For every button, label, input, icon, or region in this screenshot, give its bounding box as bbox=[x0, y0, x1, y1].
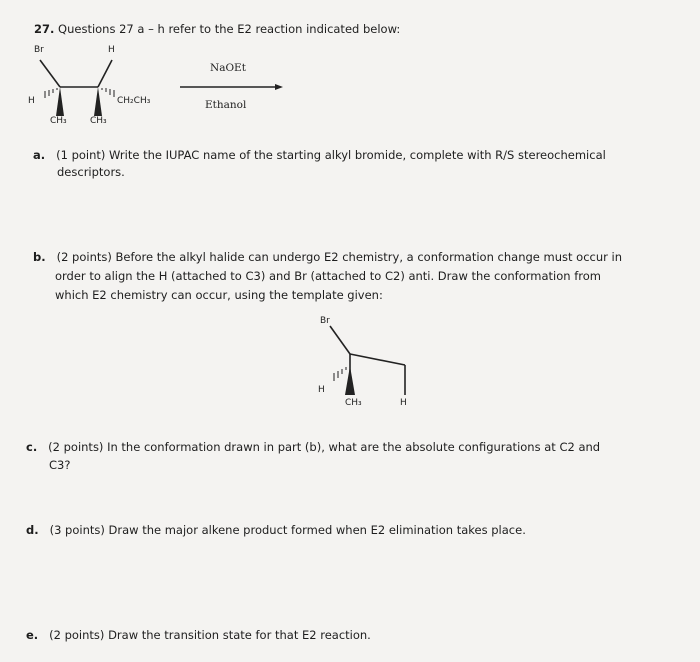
bond-c3-h bbox=[98, 60, 112, 87]
part-c-letter: c. bbox=[26, 440, 38, 454]
part-a-letter: a. bbox=[33, 148, 46, 162]
template-label-br: Br bbox=[320, 316, 330, 326]
question-intro: Questions 27 a – h refer to the E2 reaction indicated below: bbox=[58, 22, 401, 36]
label-br: Br bbox=[34, 45, 44, 55]
part-b-text: Before the alkyl halide can undergo E2 chemistry, a conformation change must occur in bbox=[115, 250, 622, 264]
hash-ch2ch3 bbox=[102, 88, 114, 97]
part-e-points: (2 points) bbox=[49, 628, 105, 642]
part-e-letter: e. bbox=[26, 628, 39, 642]
template-hash-h bbox=[334, 367, 346, 381]
part-c-points: (2 points) bbox=[48, 440, 104, 454]
part-a-line1 bbox=[33, 147, 606, 164]
template-wedge-ch3 bbox=[345, 366, 355, 395]
part-d-letter: d. bbox=[26, 523, 39, 537]
bond-br-c2 bbox=[40, 60, 60, 87]
part-b-points: (2 points) bbox=[56, 250, 112, 264]
hash-h-left bbox=[45, 88, 57, 98]
template-label-ch3: CH₃ bbox=[345, 398, 362, 408]
label-ch2ch3: CH₂CH₃ bbox=[117, 96, 151, 106]
part-e-line1 bbox=[26, 627, 371, 644]
reagent-label: NaOEt bbox=[210, 62, 246, 74]
part-b-letter: b. bbox=[33, 250, 46, 264]
part-b-line2: order to align the H (attached to C3) and Br (attached to C2) anti. Draw the conformation from bbox=[55, 269, 601, 283]
question-number: 27. bbox=[34, 22, 55, 36]
template-bond-c2-c3 bbox=[350, 354, 405, 365]
part-a-points: (1 point) bbox=[56, 148, 106, 162]
part-c-line2: C3? bbox=[49, 458, 71, 472]
template-bond-br bbox=[330, 326, 350, 354]
wedge-ch3-left bbox=[56, 87, 64, 116]
part-a-line2: descriptors. bbox=[57, 165, 125, 179]
part-d-text: Draw the major alkene product formed when E2 elimination takes place. bbox=[108, 523, 526, 537]
part-d-line1 bbox=[26, 522, 526, 539]
label-h-top: H bbox=[108, 45, 115, 55]
label-ch3-a: CH₃ bbox=[50, 116, 67, 126]
part-e-text: Draw the transition state for that E2 reaction. bbox=[108, 628, 371, 642]
part-a-text: Write the IUPAC name of the starting alkyl bromide, complete with R/S stereochemical bbox=[109, 148, 606, 162]
part-c-text: In the conformation drawn in part (b), what are the absolute configurations at C2 and bbox=[107, 440, 601, 454]
template-label-h-right: H bbox=[400, 398, 407, 408]
part-c-line1 bbox=[26, 439, 600, 456]
reaction-arrowhead bbox=[275, 84, 283, 90]
part-d-points: (3 points) bbox=[49, 523, 105, 537]
solvent-label: Ethanol bbox=[205, 99, 247, 111]
part-b-line3: which E2 chemistry can occur, using the template given: bbox=[55, 288, 383, 302]
label-h-left: H bbox=[28, 96, 35, 106]
label-ch3-b: CH₃ bbox=[90, 116, 107, 126]
part-b-line1 bbox=[33, 249, 622, 266]
template-label-h-left: H bbox=[318, 385, 325, 395]
wedge-ch3-right bbox=[94, 87, 102, 116]
